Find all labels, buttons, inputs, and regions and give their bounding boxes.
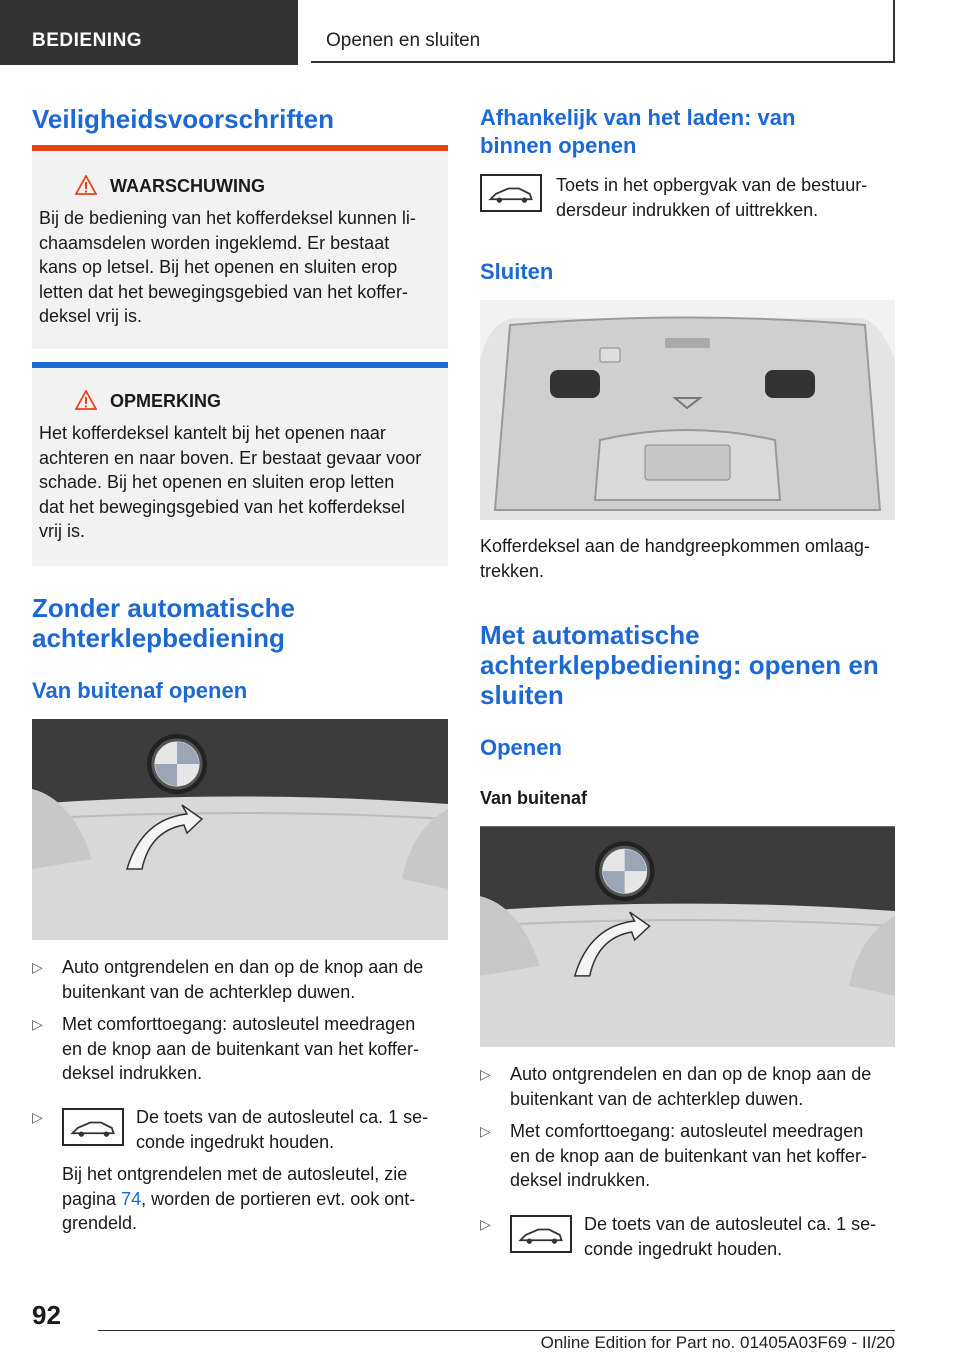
heading-line: achterklepbediening: openen en (480, 650, 879, 680)
notice-line: vrij is. (39, 521, 85, 541)
heading-line: Zonder automatische (32, 593, 295, 623)
trunk-lid-interior-photo (480, 300, 895, 520)
triangle-right-icon: ▷ (32, 1016, 43, 1032)
key-unlock-note (62, 1162, 448, 1236)
trunk-key-icon (510, 1215, 572, 1253)
heading-afhankelijk (480, 104, 795, 160)
heading-van-buitenaf: Van buitenaf (480, 788, 588, 808)
notice-line: dat het bewegingsgebied van het kofferdeksel (39, 496, 405, 517)
trunk-button-photo (32, 719, 448, 940)
bullet-line: deksel indrukken. (510, 1170, 651, 1190)
chapter-label: Openen en sluiten (326, 30, 481, 51)
notice-triangle-icon (75, 390, 97, 410)
footer-divider (98, 1330, 895, 1331)
heading-zonder (32, 593, 295, 653)
heading-safety: Veiligheidsvoorschriften (32, 104, 334, 134)
section-tab (0, 0, 298, 65)
triangle-right-icon: ▷ (32, 1109, 43, 1125)
notice-bar (32, 362, 448, 368)
note-line: pagina 74, worden de portieren evt. ook ont- (62, 1188, 416, 1209)
bullet-line: conde ingedrukt houden. (584, 1238, 783, 1259)
heading-van-buitenaf-openen: Van buitenaf openen (32, 678, 248, 703)
heading-met-automatische (480, 620, 879, 710)
trunk-button-photo (480, 826, 895, 1047)
afhankelijk-text (556, 173, 896, 222)
text-line: Kofferdeksel aan de handgreepkommen omlaag- (480, 536, 870, 556)
trunk-switch-icon (480, 174, 542, 212)
heading-sluiten: Sluiten (480, 259, 554, 284)
note-line: grendeld. (62, 1213, 138, 1233)
note-line: Bij het ontgrendelen met de autosleutel, zie (62, 1164, 408, 1184)
heading-line: sluiten (480, 680, 564, 710)
notice-line: schade. Bij het openen en sluiten erop letten (39, 472, 395, 492)
heading-line: binnen openen (480, 133, 637, 158)
section-label: BEDIENING (32, 30, 143, 51)
heading-line: Met automatische (480, 620, 700, 650)
page-link[interactable]: 74 (121, 1188, 142, 1209)
bullet-line: Met comforttoegang: autosleutel meedragen (510, 1121, 864, 1141)
trunk-key-icon (62, 1108, 124, 1146)
sluiten-text (480, 534, 900, 583)
bullet-line: conde ingedrukt houden. (136, 1131, 335, 1152)
chapter-tab (311, 0, 895, 63)
bullet-line: De toets van de autosleutel ca. 1 se- (136, 1107, 429, 1127)
bullet-line: deksel indrukken. (62, 1063, 203, 1083)
triangle-right-icon: ▷ (480, 1066, 491, 1082)
warning-bar (32, 145, 448, 151)
text-line: trekken. (480, 560, 545, 581)
warning-line: letten dat het bewegingsgebied van het koffer- (39, 281, 408, 302)
triangle-right-icon: ▷ (32, 959, 43, 975)
bullet-line: De toets van de autosleutel ca. 1 se- (584, 1214, 877, 1234)
heading-line: Afhankelijk van het laden: van (480, 105, 796, 130)
bullet-line: Met comforttoegang: autosleutel meedragen (62, 1014, 416, 1034)
warning-line: chaamsdelen worden ingeklemd. Er bestaat (39, 232, 390, 253)
text-line: Toets in het opbergvak van de bestuur- (556, 175, 868, 195)
heading-line: achterklepbediening (32, 623, 285, 653)
triangle-right-icon: ▷ (480, 1123, 491, 1139)
bullet-line: en de knop aan de buitenkant van het koffer- (62, 1038, 419, 1059)
warning-title: WAARSCHUWING (110, 176, 265, 196)
warning-triangle-icon (75, 175, 97, 195)
warning-box (32, 145, 448, 349)
heading-openen: Openen (480, 735, 562, 760)
notice-box (32, 362, 448, 566)
bullet-line: Auto ontgrendelen en dan op de knop aan de (510, 1064, 872, 1084)
page-number: 92 (32, 1300, 61, 1330)
footer-edition: Online Edition for Part no. 01405A03F69 - II/20 (540, 1333, 895, 1352)
triangle-right-icon: ▷ (480, 1216, 491, 1232)
notice-title: OPMERKING (110, 391, 222, 411)
notice-line: Het kofferdeksel kantelt bij het openen naar (39, 423, 386, 443)
bullet-line: buitenkant van de achterklep duwen. (510, 1088, 804, 1109)
bullet-line: en de knop aan de buitenkant van het koffer- (510, 1145, 867, 1166)
text-line: dersdeur indrukken of uittrekken. (556, 199, 819, 220)
warning-line: kans op letsel. Bij het openen en sluiten erop (39, 257, 398, 277)
bullet-line: Auto ontgrendelen en dan op de knop aan de (62, 957, 424, 977)
warning-line: deksel vrij is. (39, 306, 143, 326)
warning-line: Bij de bediening van het kofferdeksel kunnen li- (39, 208, 416, 228)
bullet-line: buitenkant van de achterklep duwen. (62, 981, 356, 1002)
notice-line: achteren en naar boven. Er bestaat gevaar voor (39, 447, 422, 468)
